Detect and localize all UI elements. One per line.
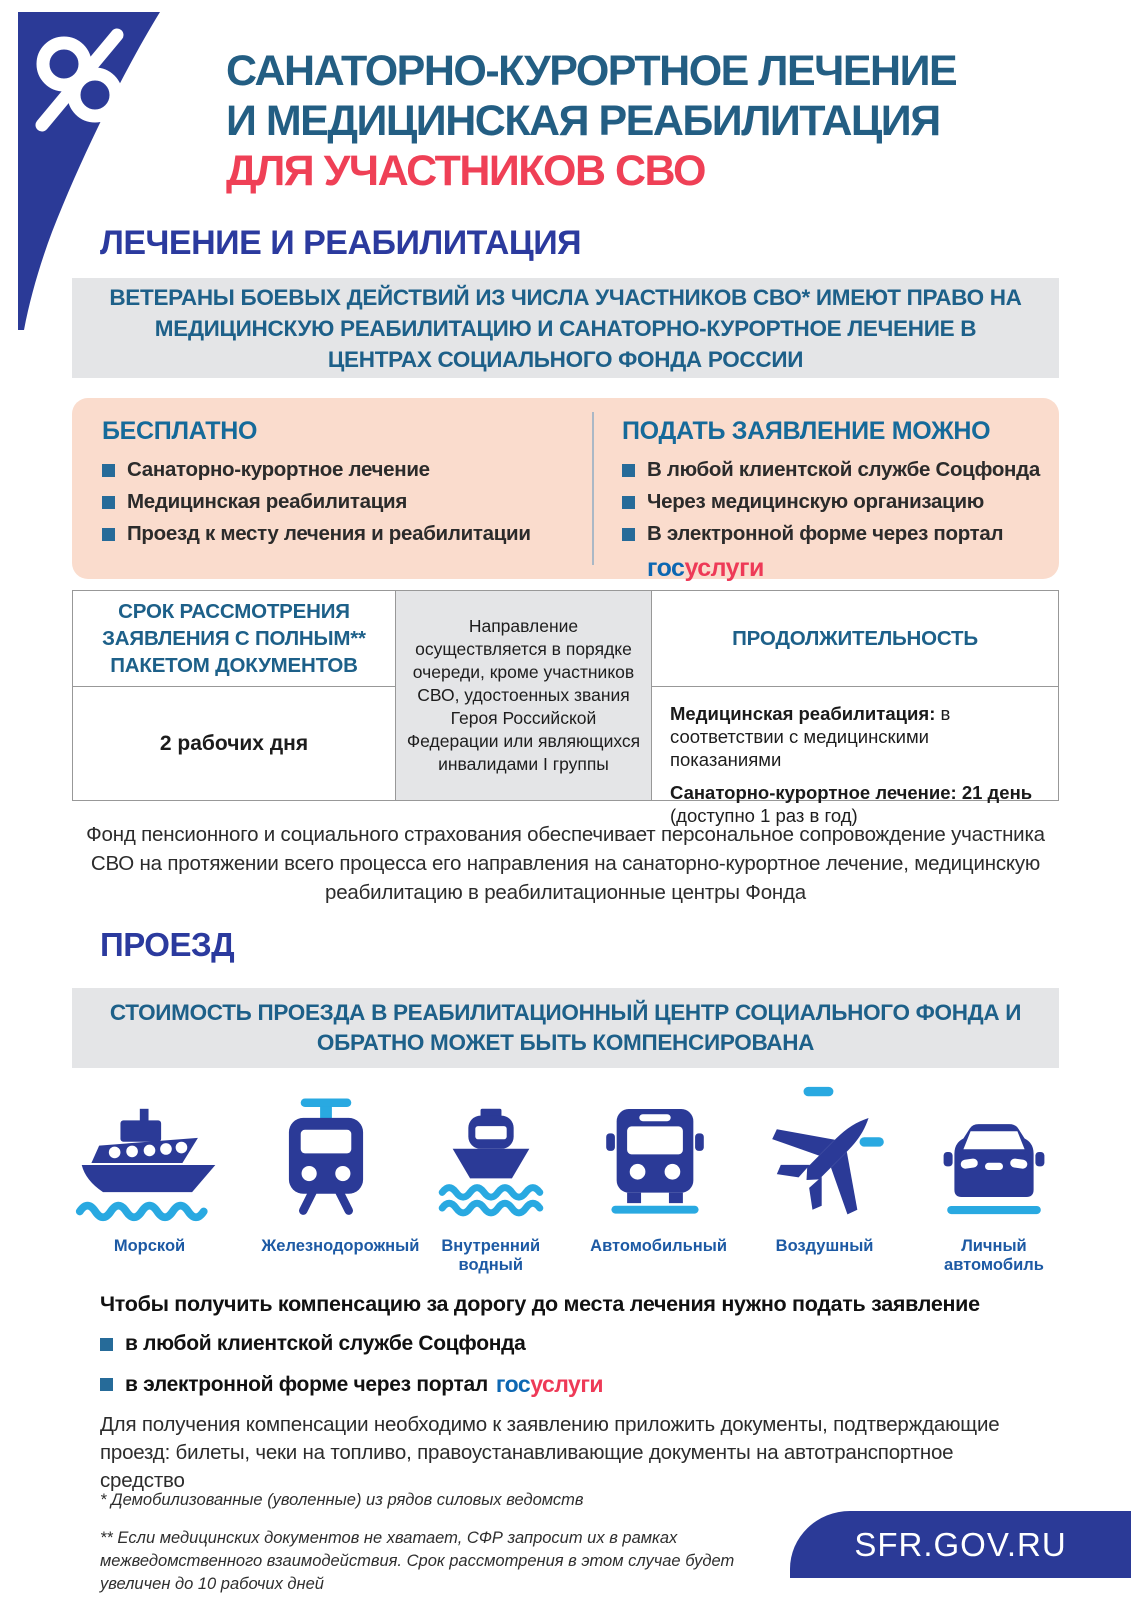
footnotes <box>100 1489 760 1596</box>
duration-row <box>670 702 1040 771</box>
duration-row1-rest: в соответствии с медицинскими показаниями <box>670 703 951 770</box>
list-item <box>622 522 1059 546</box>
apply-block <box>592 412 1059 582</box>
transport-item <box>929 1080 1059 1275</box>
veterans-rights-banner-text: ВЕТЕРАНЫ БОЕВЫХ ДЕЙСТВИЙ ИЗ ЧИСЛА УЧАСТНИКОВ СВО* ИМЕЮТ ПРАВО НА МЕДИЦИНСКУЮ РЕАБИЛИТАЦИЮ И САНАТОРНО-КУРОРТНОЕ ЛЕЧЕНИЕ В ЦЕНТРАХ СОЦИАЛЬНОГО ФОНДА РОССИИ <box>109 284 1022 372</box>
transport-item <box>590 1080 727 1275</box>
car-icon <box>931 1080 1057 1225</box>
duration-heading: ПРОДОЛЖИТЕЛЬНОСТЬ <box>732 627 978 650</box>
terms-table <box>72 590 1059 826</box>
list-item <box>102 522 592 546</box>
free-block <box>72 398 592 579</box>
compensation-claim-block <box>100 1292 1045 1495</box>
transport-label: Автомобильный <box>590 1237 727 1255</box>
bullet-square-icon <box>102 464 115 477</box>
queue-note-cell <box>395 591 651 800</box>
travel-section-heading: ПРОЕЗД <box>100 926 235 963</box>
gosuslugi-wordmark <box>647 554 1059 583</box>
transport-item <box>426 1080 556 1275</box>
bullet-square-icon <box>622 464 635 477</box>
free-heading: БЕСПЛАТНО <box>102 417 258 445</box>
apply-item-label: Через медицинскую организацию <box>647 490 984 513</box>
title-line-2: И МЕДИЦИНСКАЯ РЕАБИЛИТАЦИЯ <box>226 97 940 145</box>
claim-item-label: в любой клиентской службе Соцфонда <box>125 1332 526 1355</box>
claim-heading: Чтобы получить компенсацию за дорогу до места лечения нужно подать заявление <box>100 1292 980 1316</box>
list-item <box>622 458 1059 482</box>
title-line-1: САНАТОРНО-КУРОРТНОЕ ЛЕЧЕНИЕ <box>226 47 957 95</box>
transport-item <box>755 1080 895 1275</box>
transport-item <box>72 1080 227 1275</box>
term-heading-area <box>73 591 395 687</box>
bullet-square-icon <box>622 528 635 541</box>
free-item-label: Медицинская реабилитация <box>127 490 408 513</box>
treatment-section-heading: ЛЕЧЕНИЕ И РЕАБИЛИТАЦИЯ <box>100 224 582 262</box>
gosuslugi-red-part: услуги <box>530 1371 604 1397</box>
fund-support-note: Фонд пенсионного и социального страхования обеспечивает персональное сопровождение участника СВО на протяжении всего процесса его направления на санаторно-курортное лечение, медицинскую реабилитацию в реабилитационные центры Фонда <box>86 823 1045 904</box>
free-item-label: Проезд к месту лечения и реабилитации <box>127 522 531 545</box>
train-icon <box>267 1080 385 1225</box>
boat-icon <box>430 1080 552 1225</box>
free-item-label: Санаторно-курортное лечение <box>127 458 430 481</box>
bullet-square-icon <box>102 496 115 509</box>
duration-row2-rest: (доступно 1 раз в год) <box>670 805 858 826</box>
duration-body <box>652 687 1058 842</box>
website-url: SFR.GOV.RU <box>854 1525 1067 1563</box>
term-value-area <box>73 687 395 800</box>
page-title <box>226 46 1066 196</box>
apply-item-label: В электронной форме через портал <box>647 522 1004 545</box>
bullet-square-icon <box>622 496 635 509</box>
list-item <box>100 1332 1045 1356</box>
transport-label: Внутренний водный <box>441 1237 541 1274</box>
travel-compensation-banner-text: СТОИМОСТЬ ПРОЕЗДА В РЕАБИЛИТАЦИОННЫЙ ЦЕНТР СОЦИАЛЬНОГО ФОНДА И ОБРАТНО МОЖЕТ БЫТЬ КОМПЕНСИРОВАНА <box>109 1000 1022 1055</box>
title-line-3: ДЛЯ УЧАСТНИКОВ СВО <box>226 147 705 195</box>
term-value: 2 рабочих дня <box>159 731 309 755</box>
transport-label: Личный автомобиль <box>944 1237 1044 1274</box>
veterans-rights-banner <box>72 278 1059 378</box>
duration-row2-lead: Санаторно-курортное лечение: 21 день <box>670 782 1033 803</box>
bus-icon <box>594 1080 716 1225</box>
apply-heading: ПОДАТЬ ЗАЯВЛЕНИЕ МОЖНО <box>622 417 991 445</box>
free-and-apply-panel <box>72 398 1059 582</box>
transport-list <box>72 1080 1059 1275</box>
gosuslugi-blue-part: гос <box>647 554 685 582</box>
plane-icon <box>755 1080 895 1225</box>
gosuslugi-red-part: услуги <box>684 554 764 582</box>
transport-item <box>261 1080 420 1275</box>
apply-item-label: В любой клиентской службе Соцфонда <box>647 458 1040 481</box>
ship-icon <box>72 1080 227 1225</box>
term-heading: СРОК РАССМОТРЕНИЯ ЗАЯВЛЕНИЯ С ПОЛНЫМ** ПАКЕТОМ ДОКУМЕНТОВ <box>102 600 366 677</box>
footnote-first: * Демобилизованные (уволенные) из рядов силовых ведомств <box>100 1491 584 1509</box>
bullet-square-icon <box>100 1378 113 1391</box>
transport-label: Железнодорожный <box>261 1237 420 1255</box>
list-item <box>102 458 592 482</box>
website-bar <box>790 1511 1131 1578</box>
travel-compensation-banner <box>72 988 1059 1068</box>
duration-row1-lead: Медицинская реабилитация: <box>670 703 936 724</box>
duration-heading-area <box>652 591 1058 687</box>
list-item <box>102 490 592 514</box>
documents-note: Для получения компенсации необходимо к заявлению приложить документы, подтверждающие проезд: билеты, чеки на топливо, правоустанавливающие документы на автотранспортное средство <box>100 1413 1000 1492</box>
transport-label: Морской <box>113 1237 186 1255</box>
transport-label: Воздушный <box>775 1237 874 1255</box>
gosuslugi-blue-part: гос <box>495 1371 531 1397</box>
gosuslugi-wordmark <box>496 1371 603 1398</box>
queue-note-text: Направление осуществляется в порядке очереди, кроме участников СВО, удостоенных звания Героя Российской Федерации или являющихся инвалидами I группы <box>406 616 641 774</box>
term-cell <box>73 591 395 800</box>
footnote-second: ** Если медицинских документов не хватает, СФР запросит их в рамках межведомственного взаимодействия. Срок рассмотрения в этом случае будет увеличен до 10 рабочих дней <box>100 1529 735 1593</box>
bullet-square-icon <box>100 1338 113 1351</box>
list-item <box>622 490 1059 514</box>
list-item <box>100 1371 1045 1398</box>
duration-cell <box>651 591 1058 826</box>
bullet-square-icon <box>102 528 115 541</box>
claim-item-label: в электронной форме через портал <box>125 1372 488 1396</box>
